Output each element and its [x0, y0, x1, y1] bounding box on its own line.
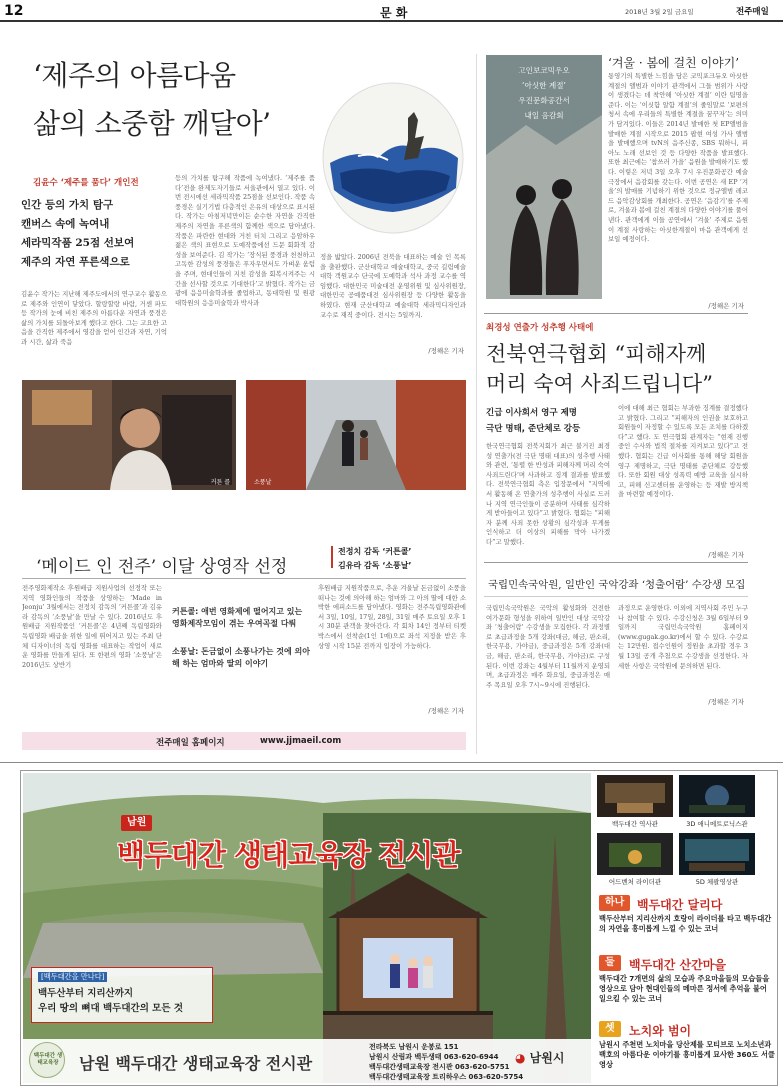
section1-badge: 하나: [599, 895, 630, 911]
paper-name: 전주매일: [736, 7, 769, 17]
article2-title: ‘메이드 인 전주’ 이달 상영작 선정: [36, 557, 288, 577]
ad-address: [369, 1042, 526, 1082]
address-line: 전라북도 남원시 운봉로 151: [369, 1043, 459, 1051]
address-line: 백두대간생태교육장 트리하우스 063-620-5754: [369, 1073, 524, 1081]
article2-col3: 후원배급 지원작품으로, 추운 겨울날 돈금없이 소풍을 떠나는 것에 의아해 하는 엄마와 그 아의 딸에 대한 소박한 에피소드를 담아냈다. 영화는 전주독립영화관에서 3일, 10일, 17일, 28일, 31일 매주 토요일 오후 1시 30분 관객을 찾아간다. 각 회차 14인 정부터 티켓박스에서 선착순(1인 1매)으로 좌석 지정을 받은 후 상영 시작 15분 전까지 입장이 가능하다.: [318, 584, 466, 650]
article1-col1: 김윤수 작가는 지난해 제주도에서의 연구교수 활동으로 제주와 인연이 닿았다. 할랑할랑 바람, 거센 파도 등 작가의 눈에 비친 제주의 아름다운 자연과 풍경은 삶의 가치를 되돌아보게 했다고 한다. 그는 고요한 고음을 간직한 제주에서 영감을 얻어 인간과 자연, 기억과 시간, 삶과 죽음: [21, 290, 167, 346]
article3-byline: /정해은 기자: [708, 302, 744, 310]
thumb-label: 5D 체괄영상관: [695, 878, 739, 886]
article1-title-line2: 삶의 소중함 깨달아’: [33, 107, 271, 140]
ceramic-plate-photo: [318, 78, 468, 238]
city-logo-icon: ◕: [515, 1051, 526, 1065]
column-divider: [476, 54, 477, 754]
photo-overlay-text: [490, 63, 598, 123]
article4-col2: 이에 대해 최근 협회는 부과한 징계를 결정했다고 밝혔다. 그리고 “피해자의 인권을 보호하고 회원들이 자정할 수 있도록 모든 조치를 다하겠다”고 했다. 도 연극협회 관계자는 “현재 진행 중인 수사와 법적 절차를 지켜보고 있다”고 전했다. 협회는 긴급 이사회를 통해 해당 회원을 영구 제명하고, 극단 명태를 준단체로 강등했다. 또한 회원 대상 성폭력 예방 교육을 실시하고, 피해 신고센터를 운영하는 등 재발 방지책을 마련할 예정이다.: [618, 404, 748, 499]
ad-logo-emblem: [29, 1042, 65, 1078]
subhead: 인간 등의 가치 탐구: [21, 199, 114, 211]
article1-col2: 등의 가치를 탐구해 작품에 녹여냈다. ‘제주를 품다’전을 완제도자기들로 서울관에서 열고 있다. 이번 전시에선 세라믹작품 25점을 선보인다. 작품 속 풍경은 실기기법 다층적인 은유의 대상으로 표시된다. 작가는 아침저녁만이든 순수한 자연을 간직한 제주의 자연을 푸른색의 함께한 색으로 담아냈다. 작품은 파란한 현대와 거친 터치 그리고 응암하우 젊은 색의 표현으로 도예작품에선 드문 회화적 감성을 보여준다. 김 작가는 ‘장식된 풍경과 천천하고 고독한 감성의 풍경들은 푸자우면서도 가벼운 움텀을 주며, 현대인들이 지친 감성을 회복시켜주는 시간을 선사할 것으로 기대한다’고 밝혔다. 작가는 금광에 음응미술학과를 졸업하고, 동대학원 및 원광대학원의 응응미술학과 박사과: [175, 174, 315, 307]
homepage-bar: [22, 732, 466, 750]
article1-kicker: 김윤수 ‘제주를 품다’ 개인전: [33, 178, 139, 188]
section3-desc: 남원시 주천면 노치마을 당산제를 모티브로 노치소년과 백호의 아름다운 이야기를 흥미롭게 묘사한 360도 서클영상: [599, 1040, 775, 1069]
article4-subhead2: 극단 명태, 준단체로 강등: [486, 424, 581, 434]
article4-title-line2: 머리 숙여 사죄드립니다”: [486, 372, 713, 396]
ad-scene: [23, 773, 591, 1083]
thumb-animatronics: [679, 775, 755, 817]
ad-frame: [20, 770, 778, 1086]
thumb-label: 백두대간 역사관: [611, 820, 659, 828]
section3-heading: 노치와 범이: [629, 1024, 692, 1038]
overlay-line: ‘아싯한 계절’: [522, 81, 566, 90]
region-badge: 남원: [121, 815, 152, 831]
article4-title-line1: 전북연극협회 “피해자께: [486, 342, 707, 366]
section2-heading: 백두대간 산간마을: [629, 958, 726, 972]
overlay-line: 우진문화공간서: [518, 96, 570, 105]
article2-col1: 전주영화제작소 후원배급 지원사업의 선정작 또는 지역 영화인들의 작품을 상영하는 ‘Made in Jeonju’ 3월에서는 전정치 감독의 ‘커튼콜’과 김유라 감독의 ‘소풍날’을 만날 수 있다. 2016년도 후원배급 지원작품인 ‘커튼콜’은 4년째 독립영화와 독립영화 배급을 위한 일에 뛰어지고 있는 주최 단체 디자이너의 독립 영화를 대표하는 작업이 새로운 영화를 만들게 된다. 또 한편의 영화 ‘소풍날’은 2016년도 상반기: [22, 584, 162, 669]
thumb-history-hall: [597, 775, 673, 817]
section2-desc: 백두대간 7개면의 삶의 모습과 주요마을들의 모습들을 영상으로 담아 현대인들의 메마른 정서에 추억을 불어 일으킬 수 있는 코너: [599, 974, 770, 1003]
duo-photo: [486, 55, 602, 299]
issue-date: 2018년 3월 2일 금요일: [625, 8, 694, 16]
thumb-label: 어드벤처 라이더관: [608, 878, 662, 886]
left-box-line1: [백두대간을 만나다]: [38, 972, 107, 982]
ad-left-box: [31, 967, 213, 1023]
article2-kicker-line1: 전정치 감독 ‘커튼콜’: [338, 547, 412, 556]
article5-title-rule: [484, 596, 748, 597]
section3-badge: 셋: [599, 1021, 621, 1037]
ad-logo-text: 백두대간 생태교육장: [33, 1053, 63, 1066]
article1-col3: 정을 밟았다. 2006년 전북을 대표하는 예술 인 목록을 출판했다. 군산대학교 예술대학교, 중국 길림예술대학 객원교수 단국에 도예학과 석사 과정 교수를 역임했다. 대한민국 미술대전 운영위원 및 심사위원장, 대한민국 공예품대전 심사위원장 등 다양한 활동을 하였다. 현재 군산대학교 예술대학 세라믹디자인과 교수로 재직 중이다. 전시는 5일까지.: [320, 253, 466, 319]
article2-quote1: 커튼콜: 애번 영화제에 떨어지고 있는 영화제작모임이 겪는 우여곡절 다뤄: [172, 607, 303, 628]
article5-col2: 과정으로 운영한다. 이외에 지역사회 주민 누구나 참여할 수 있다. 수강신청은 3월 6일부터 9일까지 국립민속국악원 홈페이지(www.gugak.go.kr)에서 할 수 있다. 수강료는 12만원. 접수인원이 정원을 초과할 경우 3월 13일 공개 추첨으로 수강생을 선정한다. 자세한 사항은 국악원에 문의하면 된다.: [618, 604, 748, 670]
homepage-url[interactable]: www.jjmaeil.com: [260, 736, 342, 746]
article5-title: 국립민속국악원, 일반인 국악강좌 ‘청출어람’ 수강생 모집: [488, 579, 746, 591]
section-label: 문 화: [380, 6, 408, 20]
article4-col1: 한국연극협회 전북지회가 최근 불거진 최경성 연출가(전 극단 명태 대표)의 성추행 사태와 관련, ‘통렬 한 반성과 피해자께 머리 숙여 사죄드린다’며 사과하고 징계 결과를 발표했다. 전북연극협회 측은 입장문에서 “지역에서 활동해 온 연출가의 성추행이 사실로 드러나 지역 연극인들이 공분하며 사태를 심각하게 받아들이고 있다”고 밝혔다. 협회는 “피해자 분께 사죄 못한 상황의 심각성과 무게를 인식하고 더 이상의 피해를 막아 나가겠다”고 말했다.: [486, 442, 610, 546]
section1-desc: 백두산부터 지리산까지 호랑이 라이더를 타고 백두대간의 자연을 흥미롭게 느낄 수 있는 코너: [599, 914, 772, 933]
thumb-adventure-rider: [597, 833, 673, 875]
article2-title-rule: [22, 578, 466, 579]
address-line: 백두대간생태교육장 전시관 063-620-5751: [369, 1063, 510, 1071]
article1-title-line1: ‘제주의 아름다움: [33, 59, 236, 92]
article4-rule: [484, 562, 748, 563]
photo2-caption: 소풍날: [254, 479, 272, 486]
subhead: 캔버스 속에 녹여내: [21, 218, 110, 230]
city-logo-text: 남원시: [529, 1051, 565, 1065]
article4-subhead1: 긴급 이사회서 영구 제명: [486, 408, 577, 418]
article5-col1: 국립민속국악원은 국악의 활성화와 건전한 여가문화 형성을 위하여 일반인 대상 국악강좌 ‘청출어람’ 수강생을 모집한다. 각 과정별로 초급과정을 5개 강좌(대금, 해금, 판소리, 한국무용, 가야금), 중급과정은 5개 강좌(대금, 해금, 판소리, 한국무용, 가야금)로 구성된다. 이번 강좌는 4월부터 11월까지 운영되며, 초급과정은 매주 화요일, 중급과정은 매주 목요일 오후 7시~9시에 진행된다.: [486, 604, 610, 689]
overlay-line: 내일 음감회: [524, 111, 564, 120]
article3-title: ‘겨울 · 봄에 걸친 이야기’: [608, 56, 740, 70]
section1-heading: 백두대간 달리다: [637, 898, 723, 912]
article2-quote2: 소풍날: 돈금없이 소풍나가는 것에 의아해 하는 엄마와 딸의 이야기: [172, 647, 310, 668]
article3-body: 통영기의 특별한 느낌을 담은 코믹포크듀오 아싯한 계절의 앨범과 이야기 관객에서 그들 범위가 사랑이 생겼다는 데 착안해 ‘아싯한 계절’ 이란 팀명을 준다. 이는 ‘이싯함 알함 계절’의 줄임말로 ‘보편의 청서 속에 우리들의 특별한 계절을 꿈꾸자’는 의미가 담겨있다. 이들은 2014년 발매한 첫 EP앨범을 발매한 계절 시작으로 2015 팝현 여성 가사 앨범을 발매했으며 tvN의 음주신종, SBS 뭐하니, 피아노 노래 선보인 것 등 다양한 작품을 발표했다. 또한 최근에는 ‘참쓰러 가을’ 음원을 발매하기도 했다. 이렇은 저녁 3일 오후 7시 우진문화공간 예술극장에서 음감회를 갖는다. 이번 공연은 새 EP ‘겨울’의 발매를 기념하기 위한 것으로 정규앨범 레코드 음악감상회를 개최한다. 공연은 ‘음감기’를 주제로, 겨울과 봄에 걸친 계절의 다양한 이야기를 풀어낸다. 관객에게 이들 공연에서 ‘겨울’ 주제로 음원이 계절 사랑하는 아싯한계절이 마음 관객에게 선보일 예정이다.: [608, 72, 748, 244]
thumb-label: 3D 애니메트로닉스관: [686, 820, 748, 828]
picnic-day-still: [246, 380, 466, 490]
homepage-label: 전주매일 홈페이지: [156, 738, 225, 748]
article2-kicker-line2: 김유라 감독 ‘소풍날’: [338, 561, 412, 570]
page-number: 12: [4, 3, 24, 19]
article4-kicker: 최경성 연출가 성추행 사태에: [486, 323, 594, 333]
section2-badge: 둘: [599, 955, 621, 971]
left-box-line3: 우리 땅의 뼈대 백두대간의 모든 것: [38, 1003, 184, 1014]
article1-byline: /정해은 기자: [428, 347, 464, 355]
article4-byline: /정해은 기자: [708, 551, 744, 559]
ad-divider: [0, 762, 783, 763]
article2-byline: /정해은 기자: [428, 707, 464, 715]
overlay-line: 고인보코믹우오: [518, 66, 570, 75]
address-line: 남원시 산림과 백두생태 063-620-6944: [369, 1053, 499, 1061]
photo1-caption: 커튼 콜: [210, 479, 230, 486]
ad-bottom-title: 남원 백두대간 생태교육장 전시관: [79, 1054, 313, 1073]
ad-title: 백두대간 생태교육장 전시관: [117, 838, 460, 872]
subhead: 제주의 자연 푸른색으로: [21, 256, 130, 268]
kicker-bar: [331, 546, 333, 568]
left-box-line2: 백두산부터 지리산까지: [38, 988, 134, 999]
subhead: 세라믹작품 25점 선보여: [21, 237, 135, 249]
article3-rule: [484, 313, 748, 314]
header-rule: [0, 20, 783, 22]
curtain-call-still: [22, 380, 236, 490]
thumb-5d-theater: [679, 833, 755, 875]
ad-bottom-strip: [23, 1039, 591, 1083]
article5-byline: /정해은 기자: [708, 698, 744, 706]
city-logo: [515, 1049, 564, 1066]
article1-subheads: [21, 196, 134, 272]
